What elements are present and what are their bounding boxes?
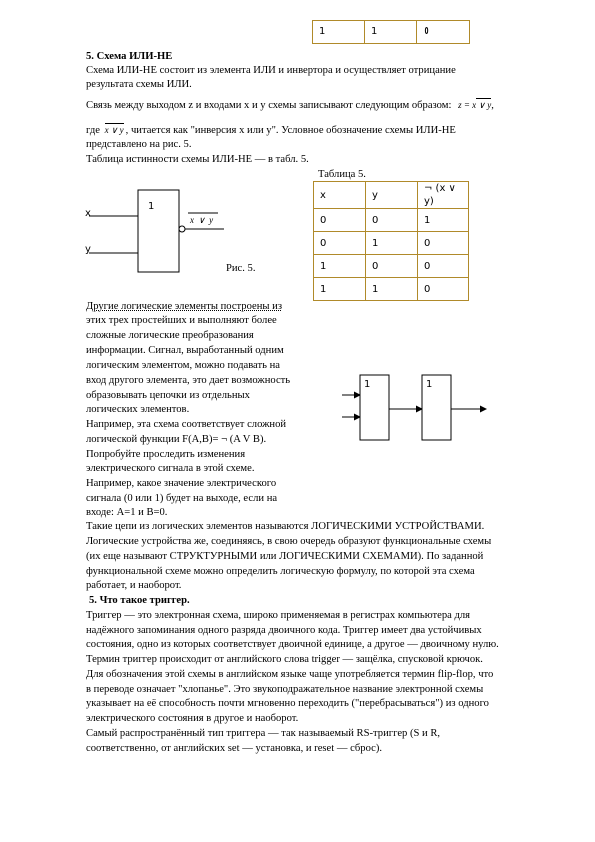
table-cell: 0 (366, 255, 418, 278)
paragraph-line: логических элементов. (86, 404, 190, 415)
combined-circuit-diagram (340, 370, 500, 450)
paragraph-line: Например, эта схема соответствует сложной (86, 419, 287, 430)
input-x-label: x (85, 208, 91, 219)
paragraph-line: Попробуйте проследить изменения (86, 449, 246, 460)
paragraph-line: Такие цепи из логических элементов называются ЛОГИЧЕСКИМИ УСТРОЙСТВАМИ. (86, 521, 485, 532)
paragraph-line: Например, какое значение электрического (86, 478, 277, 489)
paragraph-line (86, 124, 456, 137)
paragraph-line: функциональной схеме можно определить логическую формулу, по которой эта схема (86, 566, 475, 577)
truth-table (313, 181, 469, 301)
formula-xy (105, 125, 124, 135)
top-table-fragment (312, 20, 470, 44)
section-heading: 5. Что такое триггер. (89, 595, 190, 606)
paragraph-text: где (86, 125, 100, 136)
gate-symbol: 1 (148, 201, 155, 212)
paragraph-line: Самый распространённый тип триггера — так называемый RS-триггер (S и R, (86, 728, 441, 739)
table-cell: 0 (314, 209, 366, 232)
paragraph-line: электрического сигнала в этой схеме. (86, 463, 255, 474)
table-cell: 0 (418, 255, 469, 278)
paragraph-line: входе: A=1 и B=0. (86, 507, 168, 518)
paragraph-line (86, 99, 494, 112)
table-header-row (314, 182, 469, 209)
header-result: ¬ (x ∨ y) (418, 182, 469, 209)
paragraph-line: состояния, одно из которых соответствует двоичной единице, а другое — двоичному нулю. (86, 639, 499, 650)
paragraph-line (86, 300, 282, 313)
paragraph-line: (их еще называют СТРУКТУРНЫМИ или ЛОГИЧЕСКИМИ СХЕМАМИ). По заданной (86, 551, 484, 562)
paragraph-line: Логические устройства же, соединяясь, в свою очередь образуют функциональные схемы (86, 536, 492, 547)
table-cell: 1 (418, 209, 469, 232)
paragraph-line: указывает на её способность почти мгновенно переходить ("перебрасываться") из одного (86, 698, 489, 709)
paragraph-line: электрического состояния в другое и наоборот. (86, 713, 299, 724)
paragraph-line: логическим элементом, можно подавать на (86, 360, 280, 371)
paragraph-line: Схема ИЛИ-НЕ состоит из элемента ИЛИ и инвертора и осуществляет отрицание (86, 65, 456, 76)
table-caption: Таблица 5. (318, 169, 366, 180)
paragraph-line: вход другого элемента, это дает возможность (86, 375, 291, 386)
header-x: x (314, 182, 366, 209)
paragraph-line: соответственно, от английских set — установка, и reset — сброс). (86, 743, 383, 754)
table-row (314, 232, 469, 255)
paragraph-line: представлено на рис. 5. (86, 139, 192, 150)
overline (476, 98, 491, 99)
gate2-symbol: 1 (426, 379, 433, 390)
table-row (314, 209, 469, 232)
input-y-label: y (85, 244, 91, 255)
formula-z (458, 100, 491, 110)
table-cell: 1 (366, 278, 418, 301)
paragraph-line: надёжного запоминания одного разряда двоичного кода. Триггер имеет два устойчивых (86, 625, 482, 636)
table-cell: 1 (313, 21, 365, 44)
table-row (314, 278, 469, 301)
paragraph-line: сигнала (0 или 1) будет на выходе, если на (86, 493, 278, 504)
paragraph-text: Другие логические элементы построены из (86, 301, 283, 312)
paragraph-line: Таблица истинности схемы ИЛИ-НЕ — в табл. 5. (86, 154, 309, 165)
formula-text: z = x ∨ y (458, 100, 492, 110)
paragraph-line: Триггер — это электронная схема, широко применяемая в регистрах компьютера для (86, 610, 471, 621)
table-cell: 0 (418, 278, 469, 301)
paragraph-line: сложные логические преобразования (86, 330, 254, 341)
table-cell: 1 (365, 21, 417, 44)
paragraph-text: , читается как "инверсия x или y". Условное обозначение схемы ИЛИ-НЕ (125, 125, 456, 136)
formula-text: x ∨ y (104, 125, 124, 135)
paragraph-line: этих трех простейших и выполняют более (86, 315, 277, 326)
figure-caption: Рис. 5. (226, 263, 256, 274)
table-row (314, 255, 469, 278)
table-cell: 0 (418, 232, 469, 255)
overline (105, 123, 124, 124)
table-cell: 1 (314, 255, 366, 278)
paragraph-line: логической функции F(A,B)= ¬ (A V B). (86, 434, 267, 445)
table-cell (417, 21, 470, 44)
paragraph-line: в переводе означает "хлопанье". Это звукоподражательное название электронной схемы (86, 684, 484, 695)
paragraph-line: информации. Сигнал, выработанный одним (86, 345, 284, 356)
paragraph-line: результата схемы ИЛИ. (86, 79, 192, 90)
section-heading: 5. Схема ИЛИ-НЕ (86, 51, 173, 62)
paragraph-line: Для обозначения этой схемы в английском языке чаще употребляется термин flip-flop, что (86, 669, 494, 680)
paragraph-line: Термин триггер происходит от английского слова trigger — защёлка, спусковой крючок. (86, 654, 483, 665)
paragraph-line: работает, и наоборот. (86, 580, 182, 591)
table-row (313, 21, 470, 44)
table-cell: 1 (366, 232, 418, 255)
header-y: y (366, 182, 418, 209)
table-cell: 0 (366, 209, 418, 232)
paragraph-line: образовывать цепочки из отдельных (86, 390, 250, 401)
output-label: x ∨ y (190, 215, 215, 225)
table-cell: 1 (314, 278, 366, 301)
paragraph-text: Связь между выходом z и входами x и y схемы записывают следующим образом: (86, 100, 452, 111)
table-cell-value: 0 (424, 26, 429, 38)
gate1-symbol: 1 (364, 379, 371, 390)
punct: , (491, 100, 494, 111)
table-cell: 0 (314, 232, 366, 255)
